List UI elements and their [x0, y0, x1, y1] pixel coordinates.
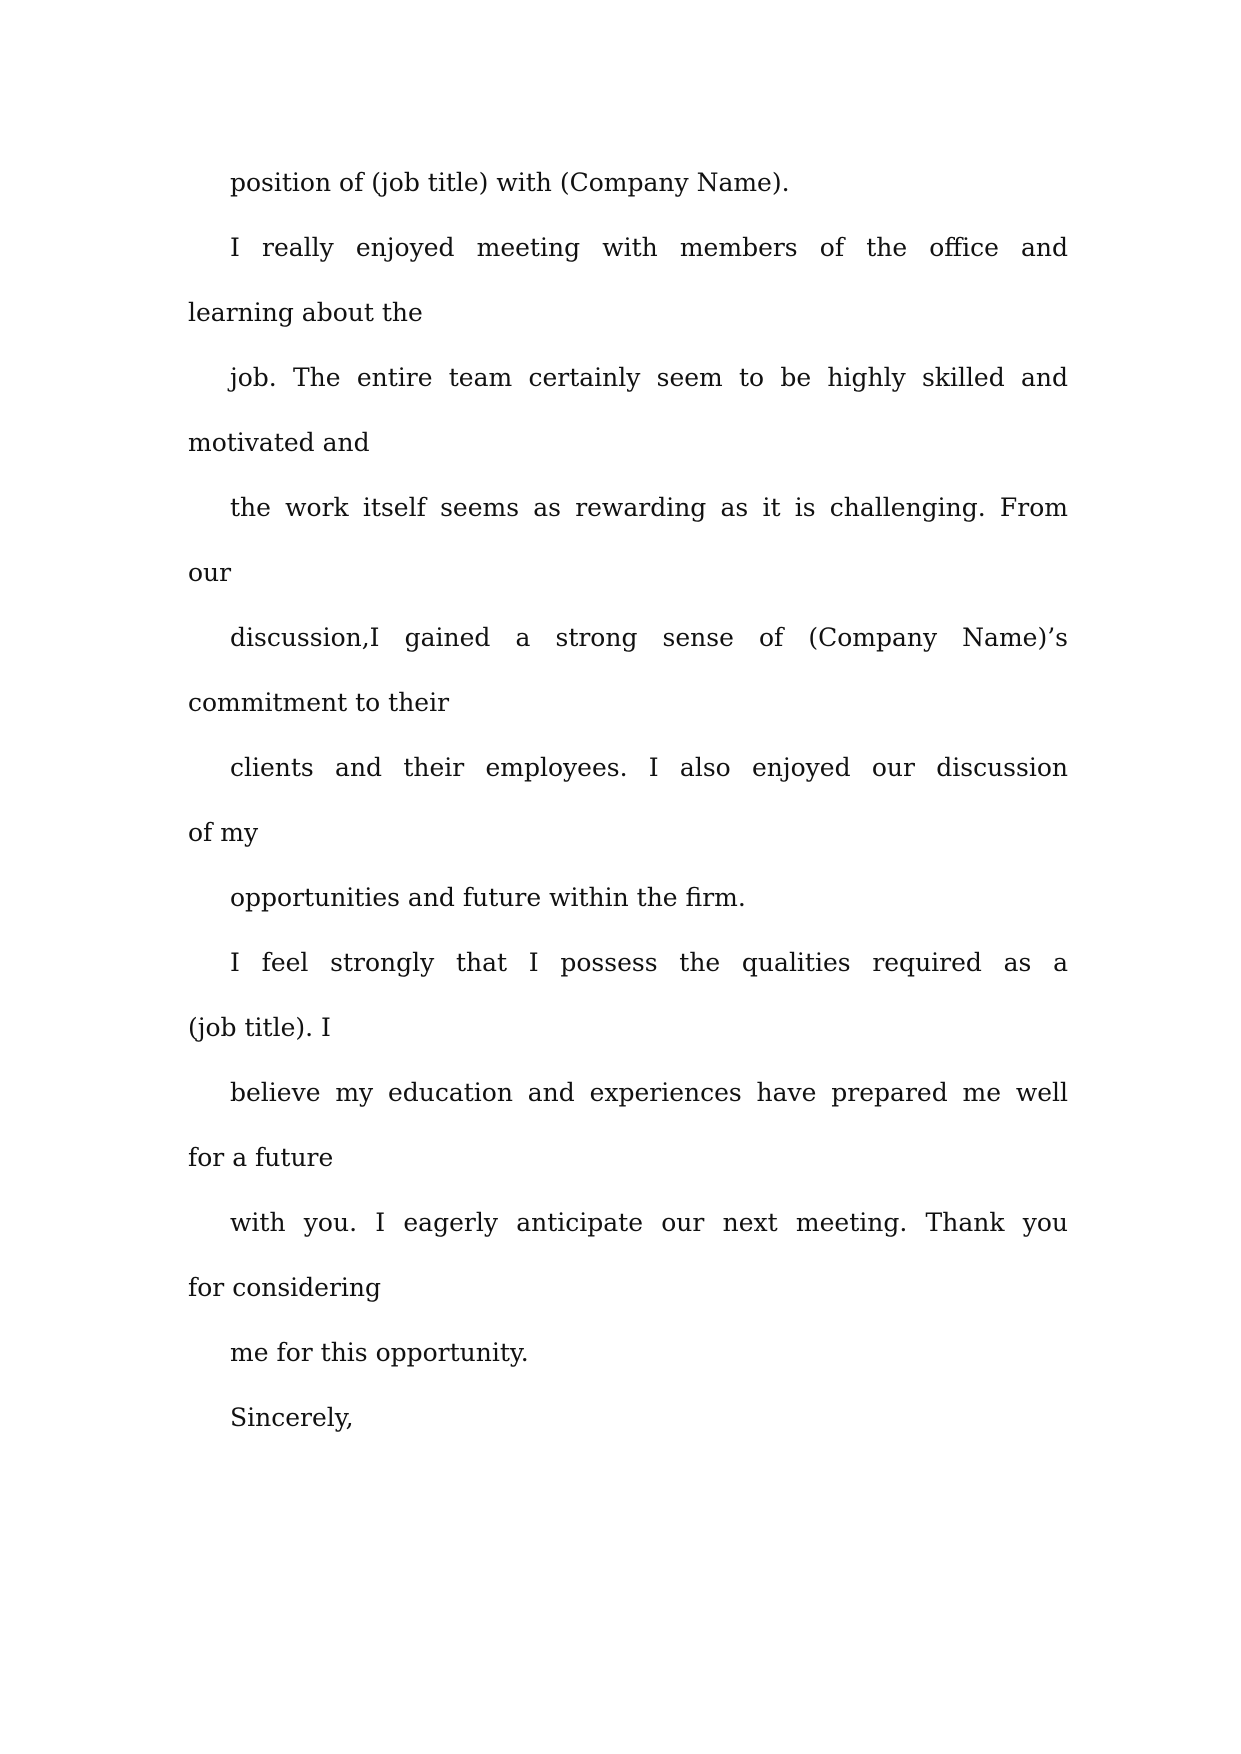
text-line: for a future	[188, 1143, 334, 1172]
letter-body	[188, 150, 1068, 1450]
text-line: clients and their employees. I also enjoyed our discussion	[230, 753, 1068, 782]
text-line: with you. I eagerly anticipate our next meeting. Thank you	[230, 1208, 1068, 1237]
text-line: Sincerely,	[230, 1403, 354, 1432]
text-line: discussion,I gained a strong sense of (Company Name)’s	[230, 623, 1068, 652]
text-line: for considering	[188, 1273, 382, 1302]
text-line: motivated and	[188, 428, 370, 457]
text-line: I really enjoyed meeting with members of the office and	[230, 233, 1068, 262]
text-line: (job title). I	[188, 1013, 331, 1042]
text-line: position of (job title) with (Company Name).	[230, 168, 790, 197]
text-line: of my	[188, 818, 259, 847]
text-line: I feel strongly that I possess the qualities required as a	[230, 948, 1068, 977]
text-line: me for this opportunity.	[230, 1338, 529, 1367]
text-line: commitment to their	[188, 688, 450, 717]
text-line: learning about the	[188, 298, 423, 327]
text-line: the work itself seems as rewarding as it is challenging. From	[230, 493, 1068, 522]
text-line: job. The entire team certainly seem to be highly skilled and	[230, 363, 1068, 392]
text-line: opportunities and future within the firm.	[230, 883, 746, 912]
text-line: our	[188, 558, 232, 587]
text-line: believe my education and experiences have prepared me well	[230, 1078, 1068, 1107]
